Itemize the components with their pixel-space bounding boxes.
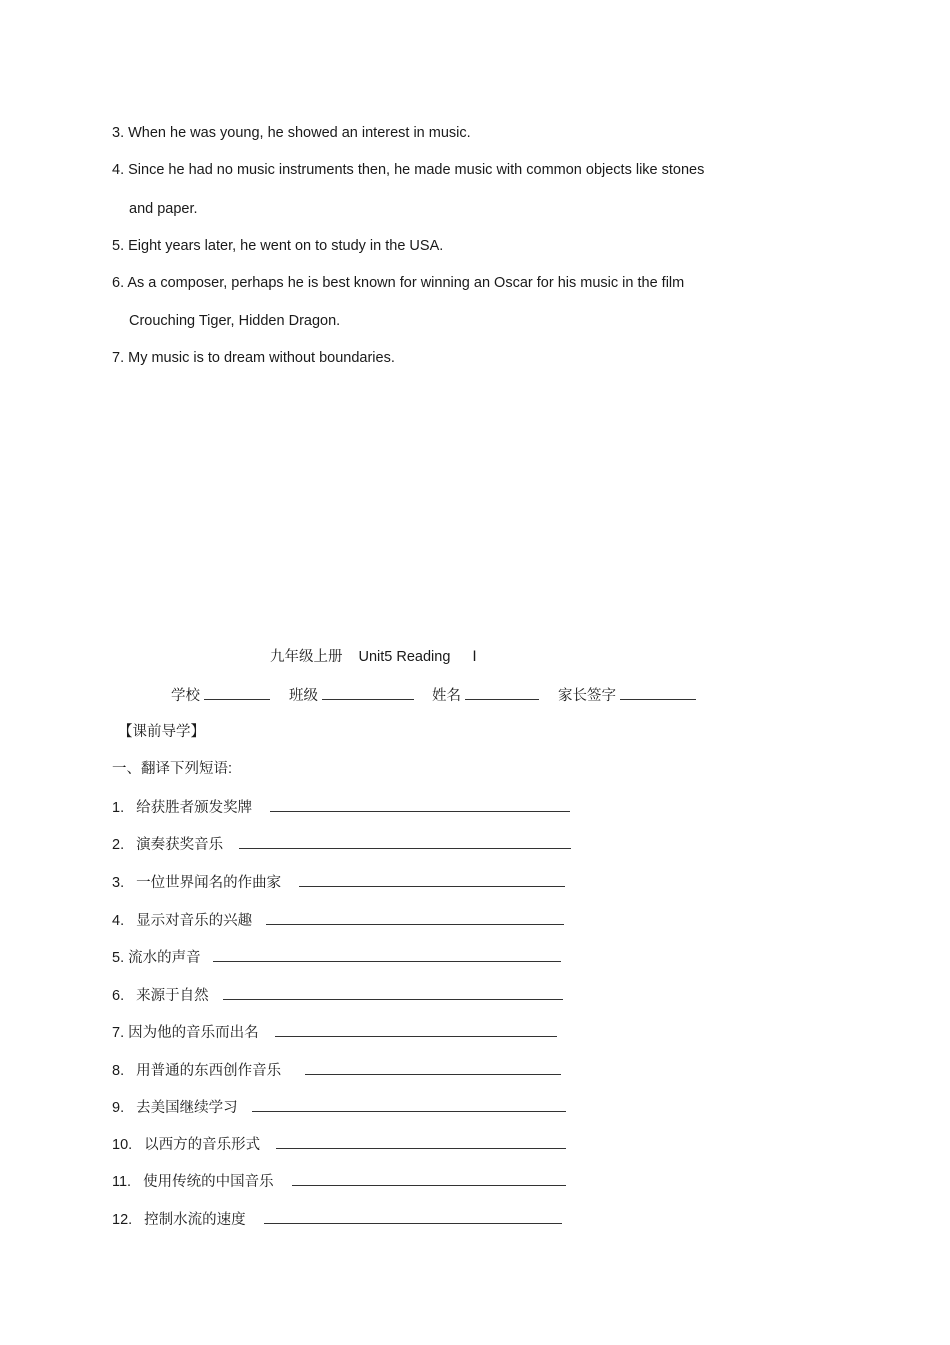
phrase-number: 6. [112, 988, 125, 1004]
phrase-text: 使用传统的中国音乐 [143, 1174, 274, 1190]
sentence-4-cont: and paper. [129, 201, 198, 217]
phrase-text: 显示对音乐的兴趣 [136, 913, 253, 929]
name-input[interactable] [465, 685, 539, 700]
school-label: 学校 [171, 688, 200, 704]
phrase-item [112, 1097, 566, 1117]
school-input[interactable] [204, 685, 270, 700]
parent-signature-field [558, 685, 696, 705]
phrase-number: 7. [112, 1025, 125, 1041]
sentence-6-cont: Crouching Tiger, Hidden Dragon. [129, 313, 341, 329]
phrase-text: 用普通的东西创作音乐 [136, 1063, 282, 1079]
phrase-number: 4. [112, 913, 125, 929]
phrase-number: 12. [112, 1212, 133, 1228]
phrase-item [112, 1022, 557, 1042]
phrase-text: 因为他的音乐而出名 [128, 1025, 259, 1041]
sentence-4: 4. Since he had no music instruments then, he made music with common objects like stones [112, 162, 705, 178]
sentence-6: 6. As a composer, perhaps he is best known for winning an Oscar for his music in the film [112, 275, 685, 291]
phrase-text: 来源于自然 [136, 988, 209, 1004]
sentence-3: 3. When he was young, he showed an interest in music. [112, 125, 471, 141]
answer-blank[interactable] [305, 1060, 561, 1075]
parent-signature-label: 家长签字 [558, 688, 616, 704]
parent-signature-input[interactable] [620, 685, 696, 700]
phrase-text: 控制水流的速度 [144, 1212, 246, 1228]
phrase-text: 演奏获奖音乐 [136, 837, 224, 853]
class-input[interactable] [322, 685, 414, 700]
phrase-item [112, 1060, 561, 1080]
phrase-number: 1. [112, 800, 125, 816]
class-label: 班级 [289, 688, 318, 704]
phrase-text: 一位世界闻名的作曲家 [136, 875, 282, 891]
phrase-number: 11. [112, 1174, 132, 1190]
phrase-item [112, 1209, 562, 1229]
sentence-5: 5. Eight years later, he went on to study in the USA. [112, 238, 444, 254]
answer-blank[interactable] [275, 1022, 557, 1037]
phrase-item [112, 1171, 566, 1191]
title-grade: 九年级上册 [270, 649, 343, 665]
phrase-number: 3. [112, 875, 125, 891]
phrase-item [112, 910, 564, 930]
phrase-number: 10. [112, 1137, 133, 1153]
phrase-item [112, 797, 570, 817]
answer-blank[interactable] [276, 1134, 566, 1149]
answer-blank[interactable] [252, 1097, 566, 1112]
class-field [289, 685, 414, 705]
answer-blank[interactable] [266, 910, 564, 925]
phrase-text: 以西方的音乐形式 [144, 1137, 261, 1153]
answer-blank[interactable] [239, 834, 571, 849]
phrase-number: 8. [112, 1063, 125, 1079]
phrase-item [112, 947, 561, 967]
sentence-7: 7. My music is to dream without boundaries. [112, 350, 395, 366]
name-label: 姓名 [432, 688, 461, 704]
answer-blank[interactable] [264, 1209, 562, 1224]
phrase-item [112, 1134, 566, 1154]
phrase-text: 去美国继续学习 [136, 1100, 238, 1116]
answer-blank[interactable] [292, 1171, 566, 1186]
section-tag: 【课前导学】 [118, 724, 205, 740]
answer-blank[interactable] [213, 947, 561, 962]
phrase-text: 流水的声音 [128, 950, 201, 966]
title-numeral: Ⅰ [472, 649, 477, 665]
section-heading: 一、翻译下列短语: [112, 761, 233, 777]
phrase-item [112, 872, 565, 892]
phrase-number: 2. [112, 837, 125, 853]
worksheet-title [270, 648, 477, 666]
phrase-item [112, 834, 571, 854]
school-field [171, 685, 270, 705]
phrase-item [112, 985, 563, 1005]
answer-blank[interactable] [299, 872, 565, 887]
answer-blank[interactable] [223, 985, 563, 1000]
phrase-number: 5. [112, 950, 125, 966]
phrase-text: 给获胜者颁发奖牌 [136, 800, 253, 816]
answer-blank[interactable] [270, 797, 570, 812]
name-field [432, 685, 539, 705]
phrase-number: 9. [112, 1100, 125, 1116]
title-unit: Unit5 Reading [358, 649, 451, 665]
